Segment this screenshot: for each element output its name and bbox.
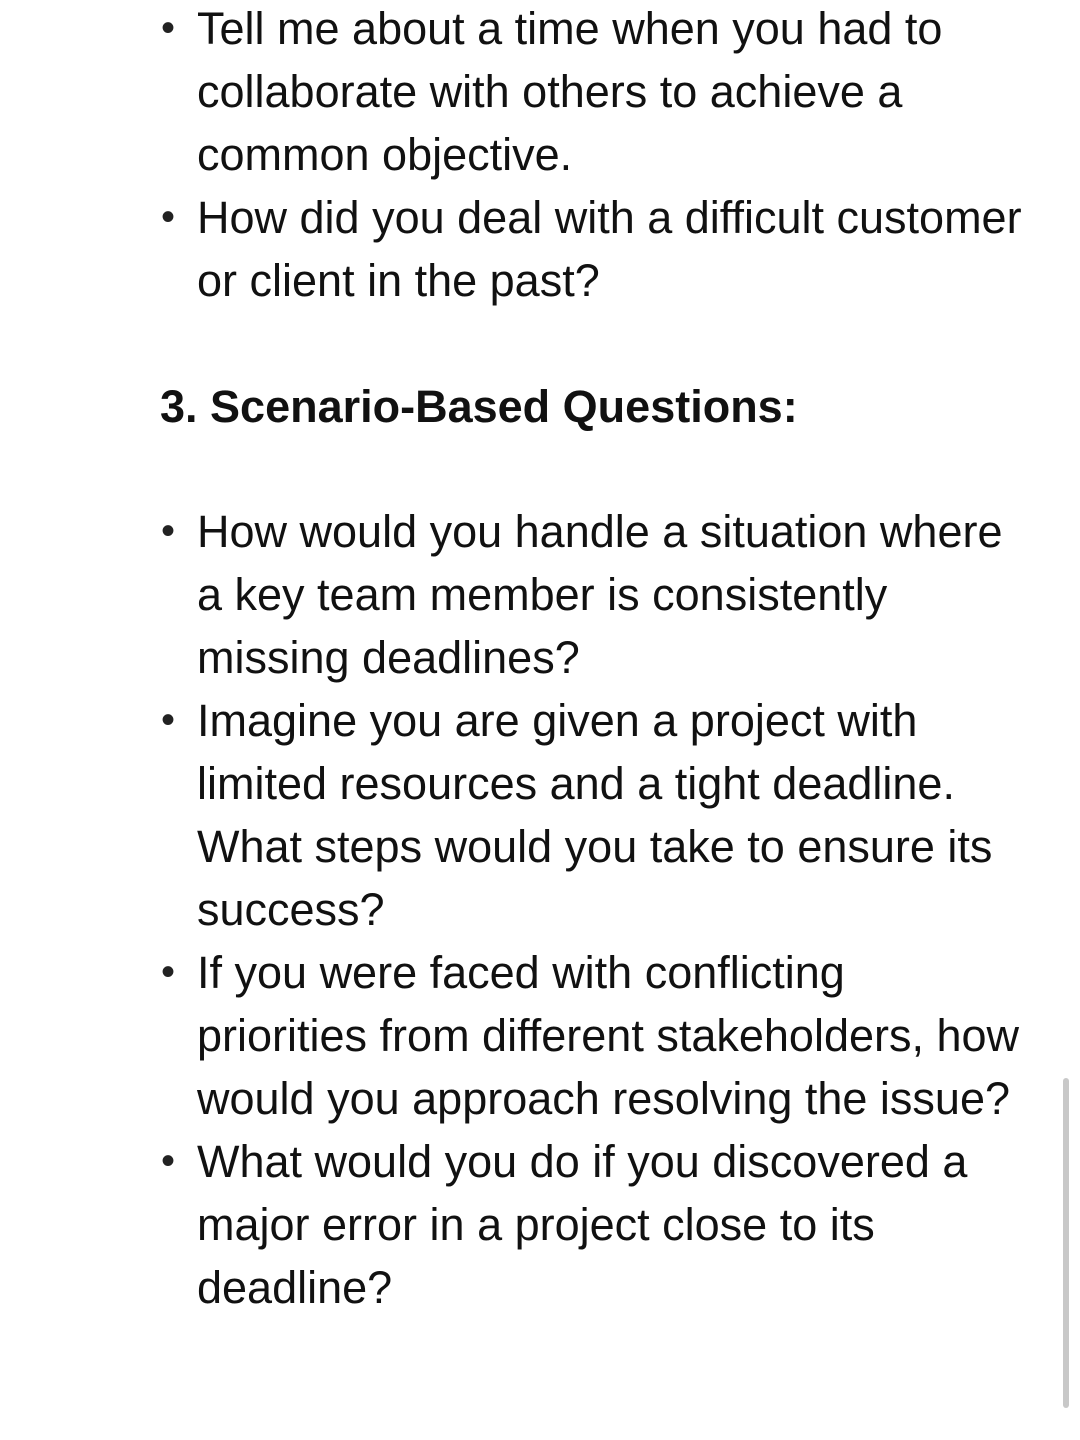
question-text: Tell me about a time when you had to collaborate with others to achieve a common objective. xyxy=(197,3,943,180)
bullet-icon: • xyxy=(161,6,176,50)
bullet-icon: • xyxy=(161,950,176,994)
question-text: If you were faced with conflicting priorities from different stakeholders, how would you approach resolving the issue? xyxy=(197,947,1020,1124)
scenario-question-list xyxy=(161,500,1027,1319)
question-text: Imagine you are given a project with limited resources and a tight deadline. What steps would you take to ensure its success? xyxy=(197,695,993,935)
list-item xyxy=(161,689,1027,941)
bullet-icon: • xyxy=(161,195,176,239)
list-item xyxy=(161,500,1027,689)
section-heading: 3. Scenario-Based Questions: xyxy=(160,381,798,432)
bullet-icon: • xyxy=(161,698,176,742)
list-item xyxy=(161,0,1027,186)
question-text: What would you do if you discovered a major error in a project close to its deadline? xyxy=(197,1136,968,1313)
bullet-icon: • xyxy=(161,509,176,553)
bullet-icon: • xyxy=(161,1139,176,1183)
list-item xyxy=(161,186,1027,312)
behavioral-question-list xyxy=(161,0,1027,312)
list-item xyxy=(161,941,1027,1130)
question-text: How would you handle a situation where a key team member is consistently missing deadlines? xyxy=(197,506,1003,683)
list-item xyxy=(161,1130,1027,1319)
vertical-scrollbar[interactable] xyxy=(1063,1078,1069,1408)
question-text: How did you deal with a difficult customer or client in the past? xyxy=(197,192,1022,306)
